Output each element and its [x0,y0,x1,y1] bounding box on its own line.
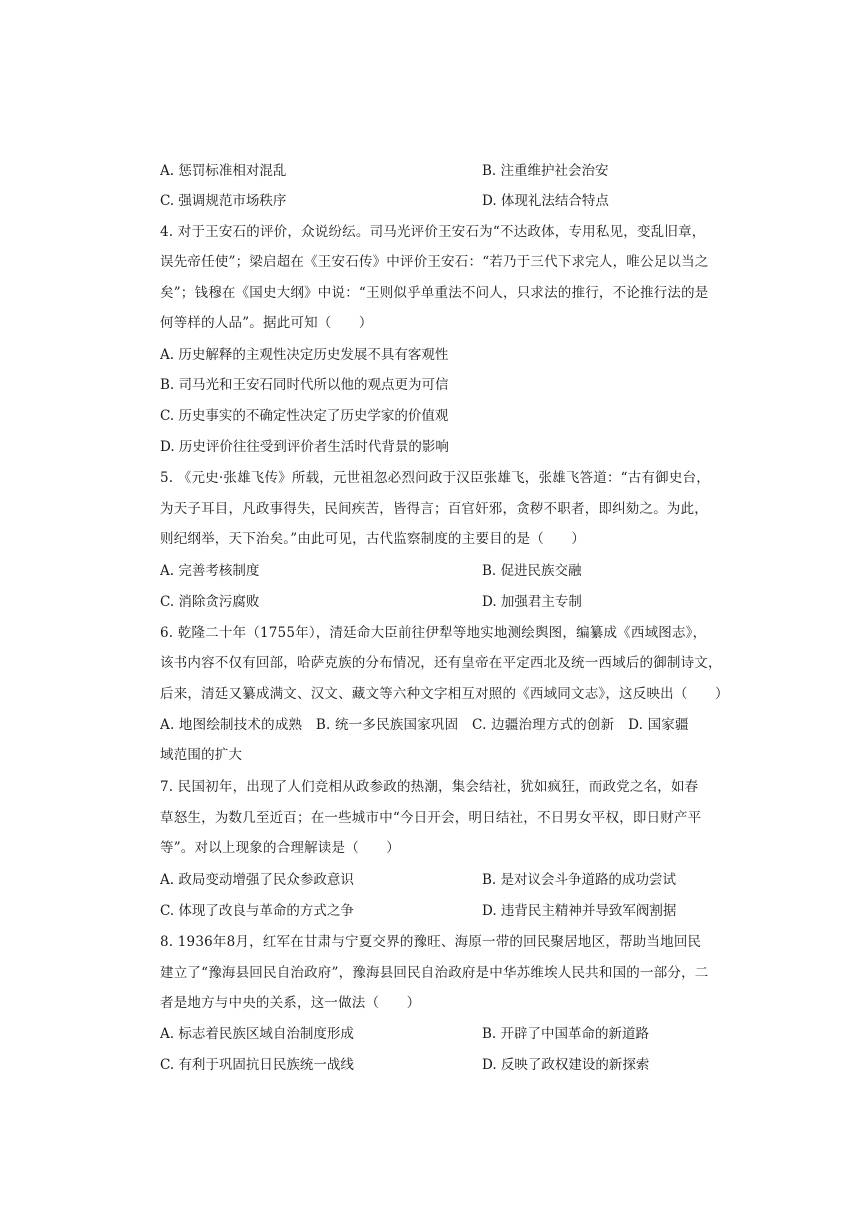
q6-stem-line: 该书内容不仅有回部，哈萨克族的分布情况，还有皇帝在平定西北及统一西域后的御制诗文， [160,655,722,671]
q3-option-a: A. 惩罚标准相对混乱 [160,163,287,179]
q3-option-d: D. 体现礼法结合特点 [482,193,609,209]
q7-option-d: D. 违背民主精神并导致军阀割据 [482,903,677,919]
q6-stem-line: 后来，清廷又纂成满文、汉文、藏文等六种文字相互对照的《西域同文志》，这反映出（ ） [160,686,729,702]
q8-stem-line: 建立了“豫海县回民自治政府”，豫海县回民自治政府是中华苏维埃人民共和国的一部分，二 [160,965,709,981]
q7-stem-line: 7. 民国初年，出现了人们竞相从政参政的热潮，集会结社，犹如疯狂，而政党之名，如春 [160,779,699,795]
q7-stem-line: 等”。对以上现象的合理解读是（ ） [160,840,401,856]
q4-stem-line: 误先帝任使”；梁启超在《王安石传》中评价王安石：“若乃于三代下求完人，唯公足以当之 [160,254,709,270]
q6-options-line: A. 地图绘制技术的成熟 B. 统一多民族国家巩固 C. 边疆治理方式的创新 D. 国家疆 [160,717,689,733]
q5-option-b: B. 促进民族交融 [482,563,582,579]
q7-option-a: A. 政局变动增强了民众参政意识 [160,872,354,888]
q5-option-c: C. 消除贪污腐败 [160,594,260,610]
q4-stem-line: 矣”；钱穆在《国史大纲》中说：“王则似乎单重法不问人，只求法的推行，不论推行法的是 [160,285,709,301]
q8-option-c: C. 有利于巩固抗日民族统一战线 [160,1057,354,1073]
q5-stem-line: 5. 《元史·张雄飞传》所载，元世祖忽必烈问政于汉臣张雄飞，张雄飞答道：“古有御史台， [160,470,710,486]
q7-stem-line: 草怒生，为数几至近百；在一些城市中“今日开会，明日结社，不日男女平权，即日财产平 [160,810,702,826]
q6-options-line-continued: 域范围的扩大 [160,747,243,763]
q5-stem-line: 为天子耳目，凡政事得失，民间疾苦，皆得言；百官奸邪，贪秽不职者，即纠劾之。为此， [160,501,708,517]
q3-option-c: C. 强调规范市场秩序 [160,193,287,209]
q4-option-c: C. 历史事实的不确定性决定了历史学家的价值观 [160,408,449,424]
q8-option-a: A. 标志着民族区域自治制度形成 [160,1026,354,1042]
q4-option-a: A. 历史解释的主观性决定历史发展不具有客观性 [160,347,449,363]
q8-stem-line: 8. 1936年8月，红军在甘肃与宁夏交界的豫旺、海原一带的回民聚居地区，帮助当地回民 [160,934,702,950]
q4-stem-line: 4. 对于王安石的评价，众说纷纭。司马光评价王安石为“不达政体，专用私见，变乱旧章， [160,224,706,240]
q8-option-d: D. 反映了政权建设的新探索 [482,1057,650,1073]
q8-stem-line: 者是地方与中央的关系，这一做法（ ） [160,995,421,1011]
q6-stem-line: 6. 乾隆二十年（1755年），清廷命大臣前往伊犁等地实地测绘舆图，编纂成《西域图志》， [160,625,707,641]
q4-option-b: B. 司马光和王安石同时代所以他的观点更为可信 [160,377,449,393]
q5-stem-line: 则纪纲举，天下治矣。”由此可见，古代监察制度的主要目的是（ ） [160,531,586,547]
q7-option-b: B. 是对议会斗争道路的成功尝试 [482,872,677,888]
q7-option-c: C. 体现了改良与革命的方式之争 [160,903,354,919]
q4-option-d: D. 历史评价往往受到评价者生活时代背景的影响 [160,439,449,455]
q5-option-a: A. 完善考核制度 [160,563,260,579]
q3-option-b: B. 注重维护社会治安 [482,163,609,179]
q8-option-b: B. 开辟了中国革命的新道路 [482,1026,650,1042]
q5-option-d: D. 加强君主专制 [482,594,582,610]
q4-stem-line: 何等样的人品”。据此可知（ ） [160,315,373,331]
